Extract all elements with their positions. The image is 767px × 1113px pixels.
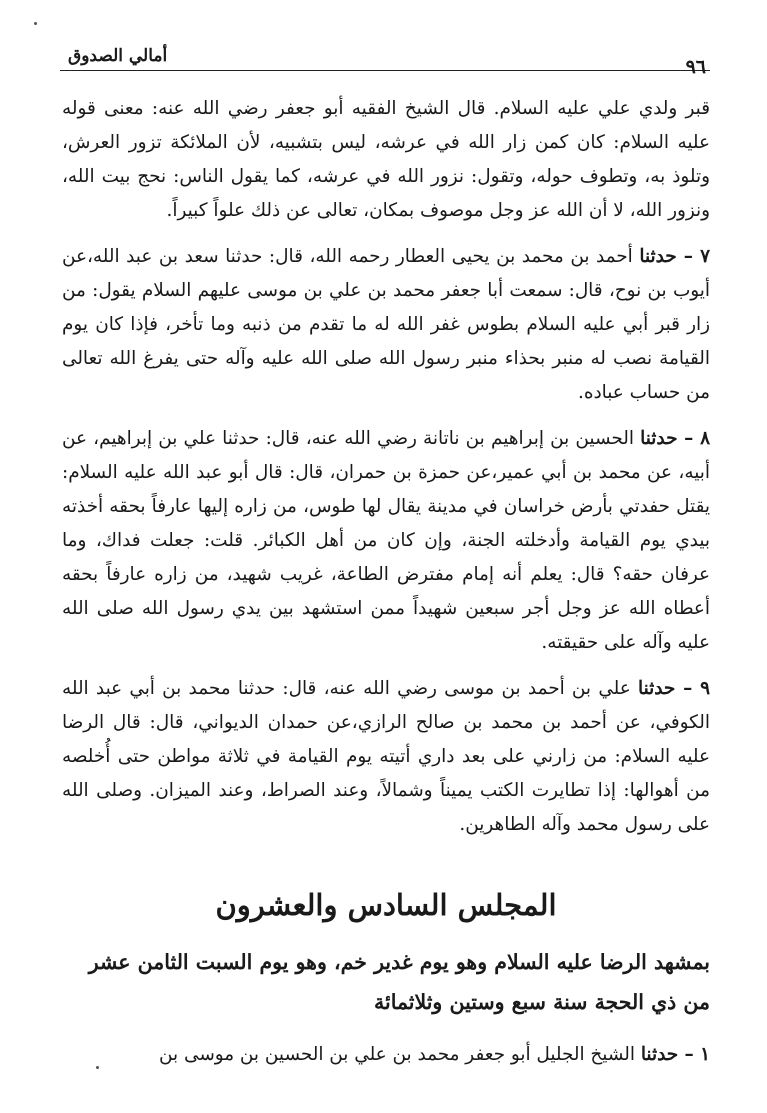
paragraph-text: الشيخ الجليل أبو جعفر محمد بن علي بن الحسين بن موسى بن — [159, 1044, 635, 1065]
paragraph-text: الحسين بن إبراهيم بن ناتانة رضي الله عنه، قال: حدثنا علي بن إبراهيم، عن أبيه، عن محمد بن أبي عمير،عن حمزة بن حمران، قال: قال أبو عبد الله عليه السلام: يقتل حفدتي بأرض خراسان في مدينة يقال لها طوس، من زاره إليها عارفاً بحقه أخذته بيدي يوم القيامة وأدخلته الجنة، وإن كان من أهل الكبائر. قلت: جعلت فداك، وما عرفان حقه؟ قال: يعلم أنه إمام مفترض الطاعة، غريب شهيد، من زاره عارفاً بحقه أعطاه الله عز وجل أجر سبعين شهيداً ممن استشهد بين يدي رسول الله صلى الله عليه وآله على حقيقته. — [62, 428, 710, 653]
paragraph-text: علي بن أحمد بن موسى رضي الله عنه، قال: حدثنا محمد بن أبي عبد الله الكوفي، عن أحمد بن محمد بن صالح الرازي،عن حمدان الديواني، قال: قال الرضا عليه السلام: من زارني على بعد داري أتيته يوم القيامة في ثلاثة مواطن حتى أُخلصه من أهوالها: إذا تطايرت الكتب يميناً وشمالاً، وعند الصراط، وعند الميزان. وصلى الله على رسول محمد وآله الطاهرين. — [62, 678, 710, 835]
paragraph-hadith-7 — [62, 240, 710, 410]
running-title: أمالي الصدوق — [68, 46, 168, 66]
paragraph-continuation — [62, 92, 710, 228]
page-number: ٩٦ — [685, 56, 706, 78]
paragraph-text: قبر ولدي علي عليه السلام. قال الشيخ الفقيه أبو جعفر رضي الله عنه: معنى قوله عليه السلام: كان كمن زار الله في عرشه، ليس بتشبيه، لأن الملائكة تزور العرش، وتلوذ به، وتطوف حوله، وتقول: نزور الله في عرشه، كما يقول الناس: نحج بيت الله، ونزور الله، لا أن الله عز وجل موصوف بمكان، تعالى عن ذلك علواً كبيراً. — [62, 98, 710, 221]
hadith-number-1: ١ – حدثنا — [640, 1044, 710, 1065]
section-title: المجلس السادس والعشرون — [215, 888, 557, 922]
hadith-number-9: ٩ – حدثنا — [637, 678, 710, 699]
scan-speck — [34, 22, 37, 25]
page-body — [62, 92, 710, 842]
paragraph-hadith-9 — [62, 672, 710, 842]
hadith-number-7: ٧ – حدثنا — [639, 246, 710, 267]
paragraph-hadith-1 — [62, 1038, 710, 1072]
paragraph-text: أحمد بن محمد بن يحيى العطار رحمه الله، قال: حدثنا سعد بن عبد الله،عن أيوب بن نوح، قال: سمعت أبا جعفر محمد بن علي بن موسى عليهم السلام يقول: من زار قبر أبي عليه السلام بطوس غفر الله له ما تقدم من ذنبه وما تأخر، فإذا كان يوم القيامة نصب له منبر بحذاء منبر رسول الله صلى الله عليه وآله حتى يفرغ الله تعالى من حساب عباده. — [62, 246, 710, 403]
hadith-number-8: ٨ – حدثنا — [640, 428, 710, 449]
page-header — [60, 36, 710, 78]
paragraph-hadith-8 — [62, 422, 710, 660]
section-subtitle: بمشهد الرضا عليه السلام وهو يوم غدير خم، وهو يوم السبت الثامن عشر من ذي الحجة سنة سبع وستين وثلاثمائة — [88, 950, 710, 1014]
scan-speck — [96, 1066, 99, 1069]
